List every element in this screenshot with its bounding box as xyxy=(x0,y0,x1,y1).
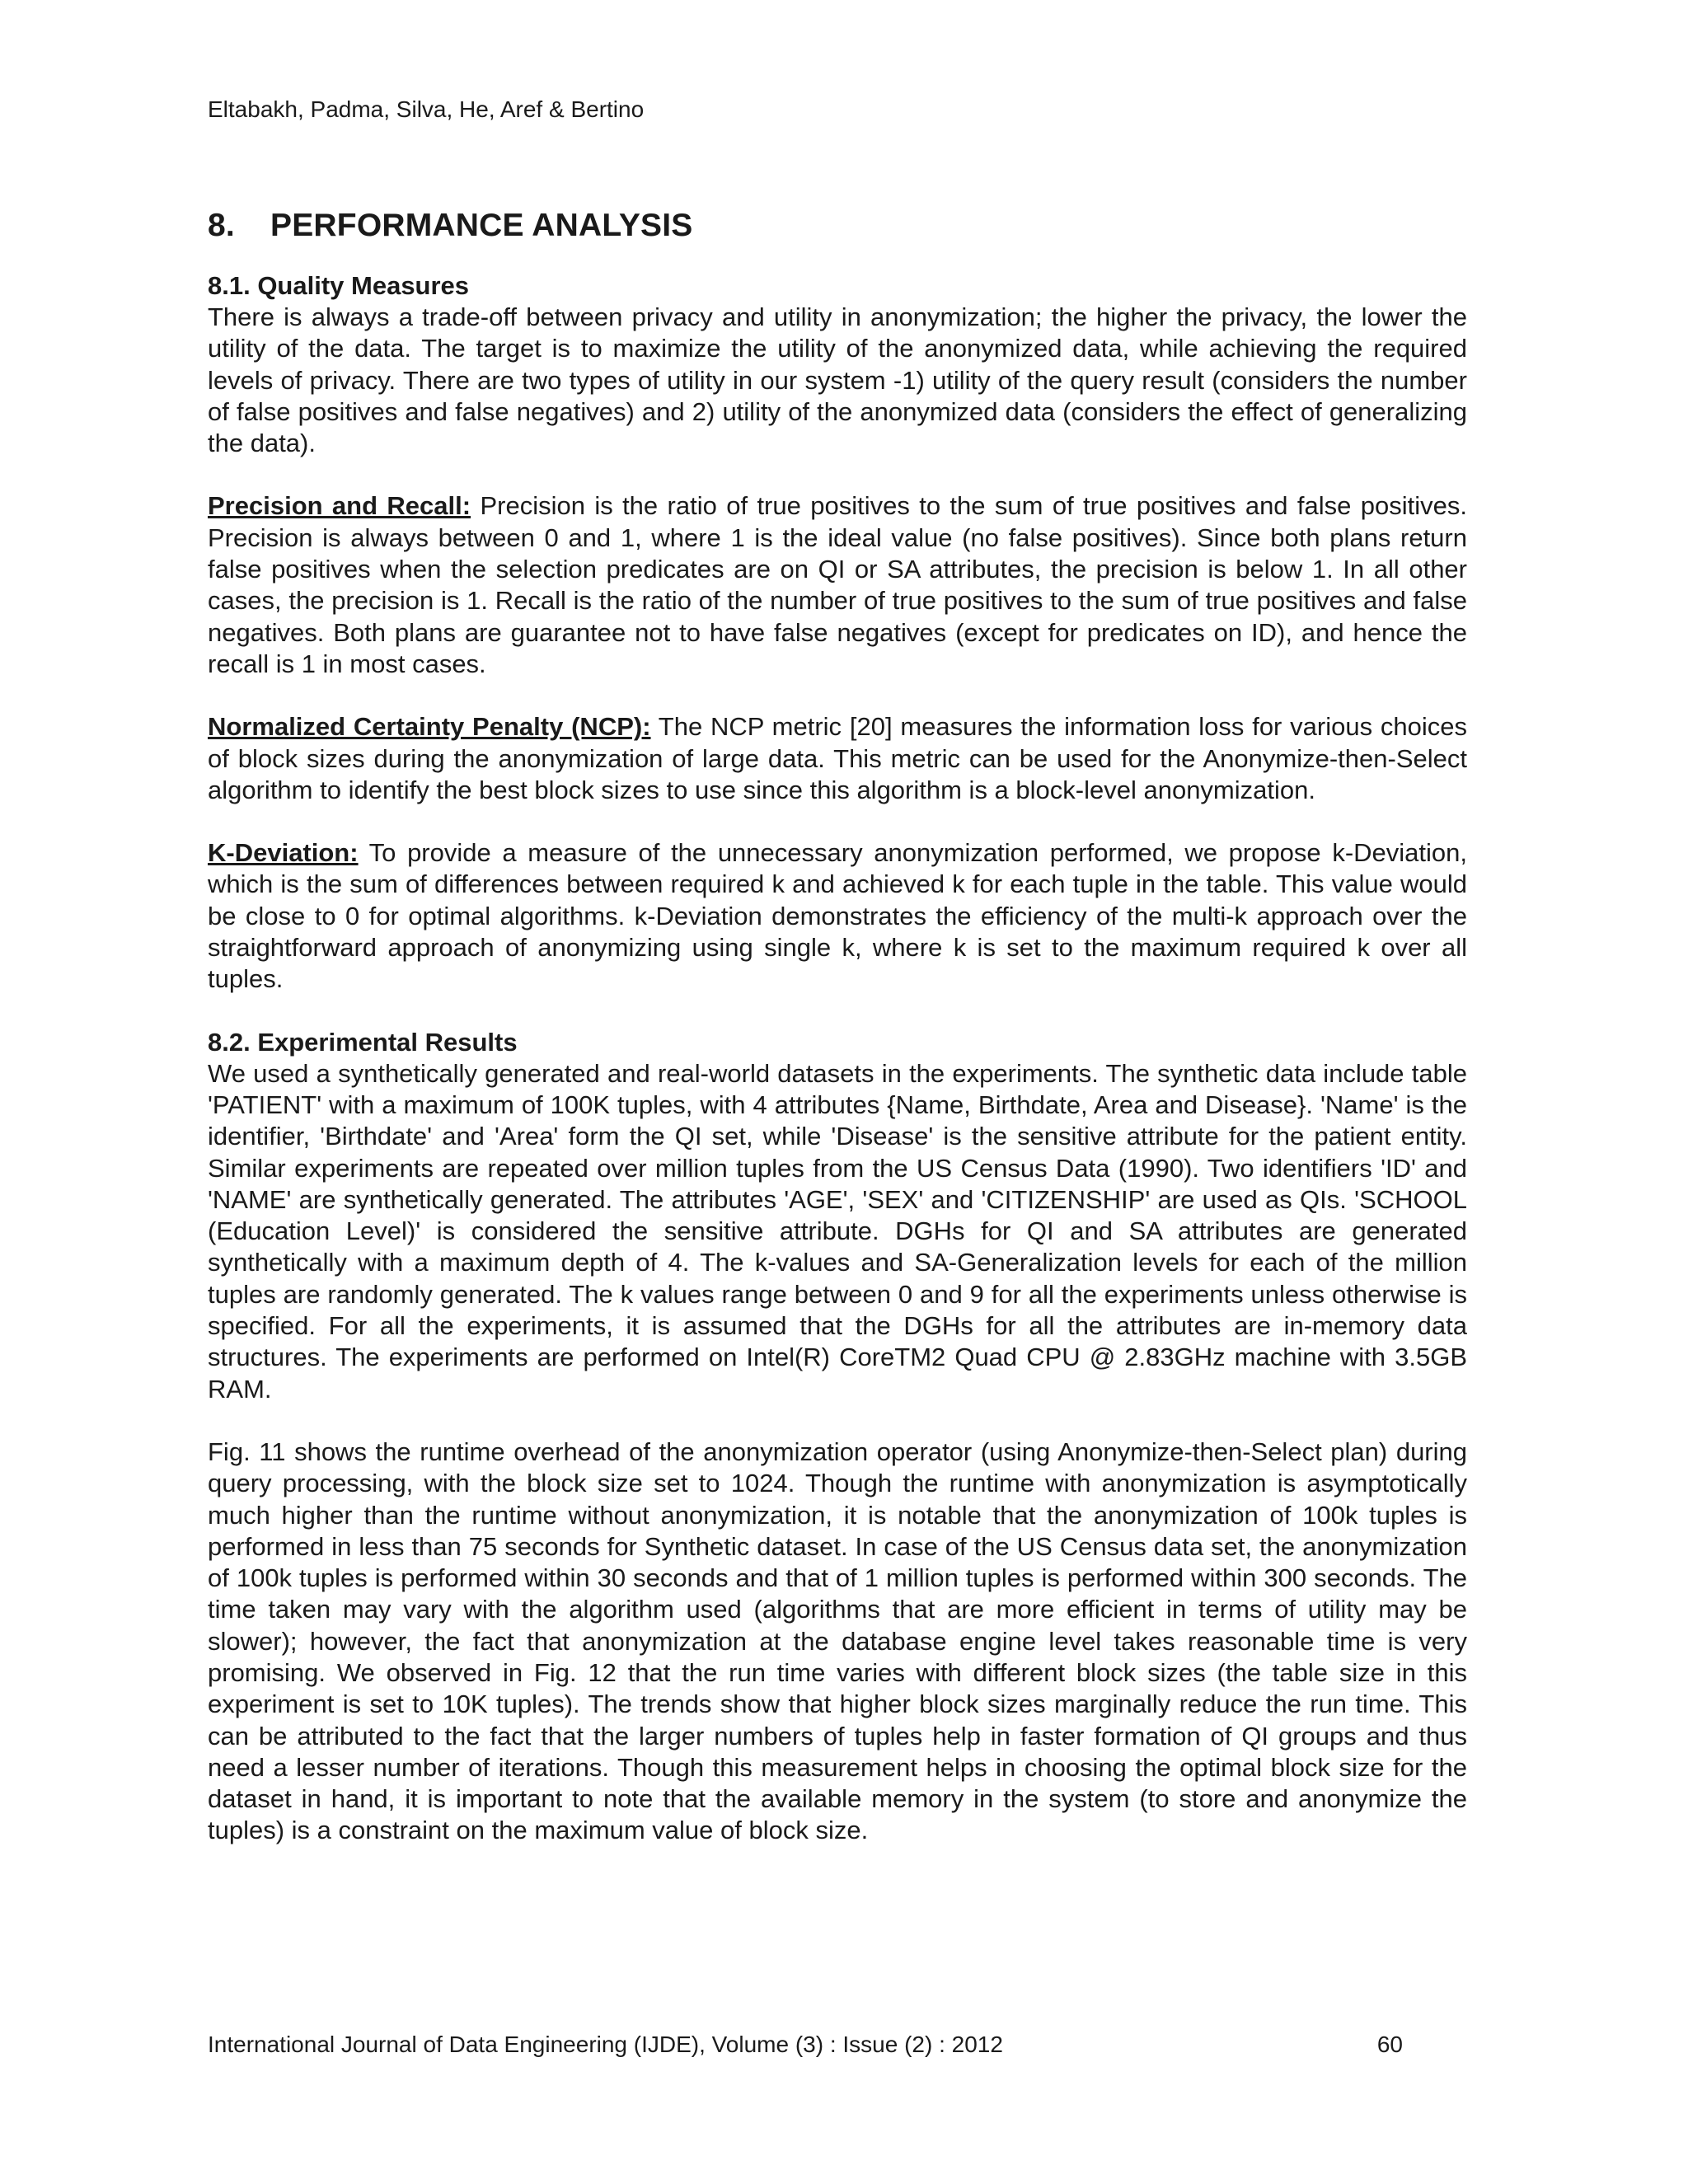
paragraph-experiments-setup: We used a synthetically generated and real-world datasets in the experiments. The synthetic data include table 'PATIENT' with a maximum of 100K tuples, with 4 attributes {Name, Birthdate, Area and Disease}. 'Name' is the identifier, 'Birthdate' and 'Area' form the QI set, while 'Disease' is the sensitive attribute for the patient entity. Similar experiments are repeated over million tuples from the US Census Data (1990). Two identifiers 'ID' and 'NAME' are synthetically generated. The attributes 'AGE', 'SEX' and 'CITIZENSHIP' are used as QIs. 'SCHOOL (Education Level)' is considered the sensitive attribute. DGHs for QI and SA attributes are generated synthetically with a maximum depth of 4. The k-values and SA-Generalization levels for each of the million tuples are randomly generated. The k values range between 0 and 9 for all the experiments unless otherwise is specified. For all the experiments, it is assumed that the DGHs for all the attributes are in-memory data structures. The experiments are performed on Intel(R) CoreTM2 Quad CPU @ 2.83GHz machine with 3.5GB RAM. xyxy=(208,1058,1467,1404)
precision-recall-text: Precision is the ratio of true positives to the sum of true positives and false positives. Precision is always between 0 and 1, where 1 is the ideal value (no false positives). Since both plans return false positives when the selection predicates are on QI or SA attributes, the precision is below 1. In all other cases, the precision is 1. Recall is the ratio of the number of true positives to the sum of true positives and false negatives. Both plans are guarantee not to have false negatives (except for predicates on ID), and hence the recall is 1 in most cases. xyxy=(208,491,1467,678)
paragraph-runtime-results: Fig. 11 shows the runtime overhead of the anonymization operator (using Anonymize-then-Select plan) during query processing, with the block size set to 1024. Though the runtime with anonymization is asymptotically much higher than the runtime without anonymization, it is notable that the anonymization of 100k tuples is performed in less than 75 seconds for Synthetic dataset. In case of the US Census data set, the anonymization of 100k tuples is performed within 30 seconds and that of 1 million tuples is performed within 300 seconds. The time taken may vary with the algorithm used (algorithms that are more efficient in terms of utility may be slower); however, the fact that anonymization at the database engine level takes reasonable time is very promising. We observed in Fig. 12 that the run time varies with different block sizes (the table size in this experiment is set to 10K tuples). The trends show that higher block sizes marginally reduce the run time. This can be attributed to the fact that the larger numbers of tuples help in faster formation of QI groups and thus need a lesser number of iterations. Though this measurement helps in choosing the optimal block size for the dataset in hand, it is important to note that the available memory in the system (to store and anonymize the tuples) is a constraint on the maximum value of block size. xyxy=(208,1436,1467,1845)
k-deviation-text: To provide a measure of the unnecessary anonymization performed, we propose k-Deviation, which is the sum of differences between required k and achieved k for each tuple in the table. This value would be close to 0 for optimal algorithms. k-Deviation demonstrates the efficiency of the multi-k approach over the straightforward approach of anonymizing using single k, where k is set to the maximum required k over all tuples. xyxy=(208,838,1467,994)
running-footer xyxy=(208,2031,1403,2059)
subsection-heading-quality-measures: 8.1. Quality Measures xyxy=(208,271,470,300)
subsection-heading-experimental-results: 8.2. Experimental Results xyxy=(208,1027,518,1057)
running-header: Eltabakh, Padma, Silva, He, Aref & Bertino xyxy=(208,96,645,122)
ncp-text: The NCP metric [20] measures the information loss for various choices of block sizes during the anonymization of large data. This metric can be used for the Anonymize-then-Select algorithm to identify the best block sizes to use since this algorithm is a block-level anonymization. xyxy=(208,712,1468,804)
section-number: 8. xyxy=(208,208,235,243)
section-title: PERFORMANCE ANALYSIS xyxy=(270,208,693,243)
term-k-deviation: K-Deviation: xyxy=(208,838,359,868)
paragraph-quality-intro: There is always a trade-off between privacy and utility in anonymization; the higher the privacy, the lower the utility of the data. The target is to maximize the utility of the anonymized data, while achieving the required levels of privacy. There are two types of utility in our system -1) utility of the query result (considers the number of false positives and false negatives) and 2) utility of the anonymized data (considers the effect of generalizing the data). xyxy=(208,302,1467,458)
term-ncp: Normalized Certainty Penalty (NCP): xyxy=(208,712,651,742)
paragraph-ncp xyxy=(208,711,1467,806)
term-precision-recall: Precision and Recall: xyxy=(208,491,471,521)
page-number: 60 xyxy=(1376,2032,1403,2057)
section-heading xyxy=(208,206,1467,246)
page-content xyxy=(208,206,1467,1847)
paragraph-k-deviation xyxy=(208,837,1467,995)
journal-citation: International Journal of Data Engineering (IJDE), Volume (3) : Issue (2) : 2012 xyxy=(208,2032,1003,2057)
paragraph-precision-recall xyxy=(208,490,1467,680)
